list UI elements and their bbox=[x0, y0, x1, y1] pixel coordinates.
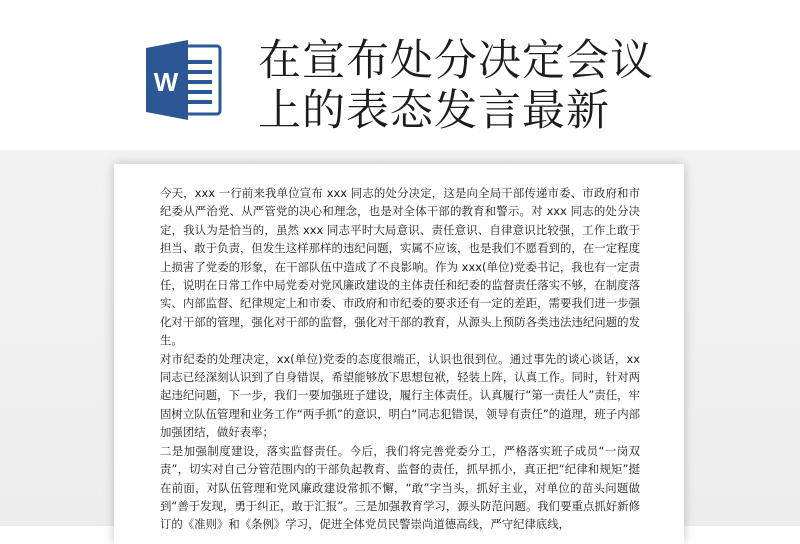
paragraph-1: 今天，xxx 一行前来我单位宣布 xxx 同志的处分决定，这是向全局干部传递市委、市政府和市纪委从严治党、从严管党的决心和理念，也是对全体干部的教育和警示。对 xxx 同志的处分决定，我认为是恰当的，虽然 xxx 同志平时大局意识、责任意识、自律意识比较强，工作上敢于担当、敢于负责，但发生这样那样的违纪问题，实属不应该，也是我们不愿看到的，在一定程度上损害了党委的形象，在干部队伍中造成了不良影响。作为 xxx(单位)党委书记，我也有一定责任，说明在日常工作中局党委对党风廉政建设的主体责任和纪委的监督责任落实不够，在制度落实、内部监督、纪律规定上和市委、市政府和市纪委的要求还有一定的差距，需要我们进一步强化对干部的管理，强化对干部的监督，强化对干部的教育，从源头上预防各类违法违纪问题的发生。 bbox=[160, 186, 640, 348]
paragraph-2: 对市纪委的处理决定，xx(单位)党委的态度很端正，认识也很到位。通过事先的谈心谈话，xx 同志已经深刻认识到了自身错误，希望能够放下思想包袱，轻装上阵，认真工作。同时，针对两起违纪问题，下一步，我们一要加强班子建设，履行主体责任。认真履行“第一责任人”责任，牢固树立队伍管理和业务工作“两手抓”的意识，明白“同志犯错误，领导有责任”的道理，班子内部加强团结，做好表率； bbox=[160, 351, 640, 440]
word-document-icon bbox=[144, 36, 224, 124]
paragraph-3: 二是加强制度建设，落实监督责任。今后，我们将完善党委分工，严格落实班子成员“一岗双责”，切实对自己分管范围内的干部负起教育、监督的责任，抓早抓小，真正把“纪律和规矩”挺在前面，对队伍管理和党风廉政建设常抓不懈，“敢”字当头，抓好主业，对单位的苗头问题做到“善于发现，勇于纠正，敢于汇报”。三是加强教育学习，源头防范问题。我们要重点抓好新修订的《准则》和《条例》学习，促进全体党员民警崇尚道德高线，严守纪律底线， bbox=[160, 443, 640, 532]
header bbox=[0, 0, 800, 150]
word-icon-letter: W bbox=[153, 67, 179, 97]
document-body bbox=[160, 184, 640, 534]
document-page bbox=[114, 164, 684, 544]
page-title-line-2: 上的表态发言最新 bbox=[258, 86, 610, 136]
page-title-line-1: 在宣布处分决定会议 bbox=[258, 36, 654, 86]
